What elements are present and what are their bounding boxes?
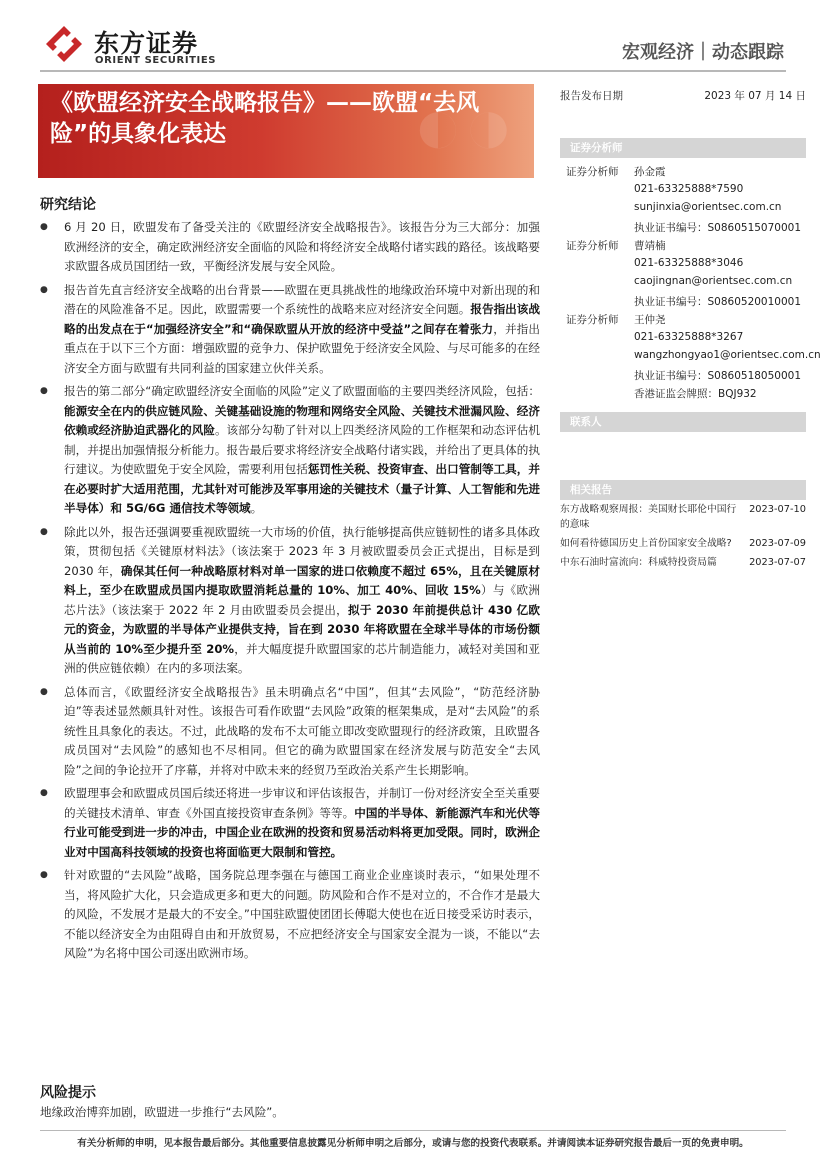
risk-text: 地缘政治博弈加剧，欧盟进一步推行“去风险”。 bbox=[40, 1105, 284, 1119]
bullet-emphasis: 中国的半导体、新能源汽车和光伏等行业可能受到进一步的冲击，中国企业在欧洲的投资和贸易活动料将更加受限。同时，欧洲企业对中国高科技领域的投资也将面临更大限制和管控。 bbox=[64, 805, 540, 859]
analyst-details bbox=[634, 238, 801, 312]
report-category: 宏观经济｜动态跟踪 bbox=[622, 42, 784, 63]
analyst-name: 王仲尧 bbox=[634, 314, 666, 326]
publish-date-value: 2023 年 07 月 14 日 bbox=[704, 90, 806, 102]
logo-english-name: ORIENT SECURITIES bbox=[95, 55, 217, 66]
bullet-text: 报告首先直言经济安全战略的出台背景——欧盟在更具挑战性的地缘政治环境中对新出现的和潜在的风险准备不足。因此，欧盟需要一个系统性的战略来应对经济安全问题。 bbox=[64, 282, 540, 316]
bullet-text: ，并指出重点在于以下三个方面：增强欧盟的竞争力、保护欧盟免于经济安全风险、与尽可能多的在经济安全方面与欧盟有共同利益的国家建立伙伴关系。 bbox=[64, 321, 540, 375]
bullet-text: 6 月 20 日，欧盟发布了备受关注的《欧盟经济安全战略报告》。该报告分为三大部分：加强欧洲经济的安全，确定欧洲经济安全面临的风险和将经济安全战略付诸实践的路径。该战略要求欧盟各成员国团结一致，平衡经济发展与安全风险。 bbox=[64, 220, 540, 273]
analyst-detail-line: 执业证书编号：S0860515070001 bbox=[634, 221, 802, 234]
bullet-emphasis: 惩罚性关税、投资审查、出口管制等工具，并在必要时扩大适用范围，尤其针对可能涉及军事用途的关键技术（量子计算、人工智能和先进半导体）和 5G/6G 通信技术等领域 bbox=[64, 462, 540, 515]
analyst-detail-line: 021-63325888*7590 bbox=[634, 182, 744, 195]
related-heading: 相关报告 bbox=[560, 480, 806, 500]
conclusion-bullet bbox=[40, 866, 540, 964]
conclusion-bullet bbox=[40, 784, 540, 862]
bullet-text: 欧盟理事会和欧盟成员国后续还将进一步审议和评估该报告，并制订一份对经济安全至关重要的关键技术清单、审查《外国直接投资审查条例》等等。 bbox=[64, 786, 540, 820]
analyst-role: 证券分析师 bbox=[566, 166, 619, 178]
related-report[interactable] bbox=[560, 555, 806, 570]
conclusion-bullets bbox=[40, 218, 540, 968]
bullet-text: 报告的第二部分“确定欧盟经济安全面临的风险”定义了欧盟面临的主要四类经济风险，包括： bbox=[64, 384, 540, 398]
related-report-date: 2023-07-10 bbox=[749, 504, 806, 515]
banner-decoration: ◐◑ bbox=[412, 84, 514, 173]
analyst-detail-line: 执业证书编号：S0860518050001 bbox=[634, 369, 802, 382]
footer-disclaimer: 有关分析师的申明，见本报告最后部分。其他重要信息披露见分析师申明之后部分，或请与您的投资代表联系。并请阅读本证券研究报告最后一页的免责申明。 bbox=[77, 1138, 749, 1149]
analyst-detail-line: 执业证书编号：S0860520010001 bbox=[634, 295, 802, 308]
bullet-text: 除此以外，报告还强调要重视欧盟统一大市场的价值，执行能够提高供应链韧性的诸多具体政策，贯彻包括《关键原材料法》（该法案于 2023 年 3 月被欧盟委员会正式提出，目标是到 2030 年， bbox=[64, 524, 540, 578]
analyst-detail-line: caojingnan@orientsec.com.cn bbox=[634, 275, 793, 288]
analyst-detail-line: wangzhongyao1@orientsec.com.cn bbox=[634, 349, 821, 362]
related-report-title[interactable]: 东方战略观察周报：美国财长耶伦中国行的意味 bbox=[560, 504, 737, 530]
bullet-text: 总体而言，《欧盟经济安全战略报告》虽未明确点名“中国”，但其“去风险”，“防范经济胁迫”等表述显然颇具针对性。该报告可看作欧盟“去风险”政策的框架集成，是对“去风险”的系统性且具象化的表达。不过，此战略的发布不太可能立即改变欧盟现行的经济政策，且欧盟各成员国对“去风险”的感知也不尽相同。但它的确为欧盟国家在经济发展与防范安全“去风险”之间的争论拉开了序幕，并将对中欧未来的经贸乃至政治关系产生长期影响。 bbox=[64, 684, 540, 777]
header-divider bbox=[40, 70, 786, 72]
analyst-detail-line: sunjinxia@orientsec.com.cn bbox=[634, 201, 782, 214]
related-report[interactable] bbox=[560, 536, 806, 551]
bullet-text: 。 bbox=[250, 501, 263, 515]
related-report-date: 2023-07-09 bbox=[749, 538, 806, 549]
related-report-title[interactable]: 如何看待德国历史上首份国家安全战略? bbox=[560, 538, 732, 549]
conclusion-bullet bbox=[40, 218, 540, 277]
conclusion-bullet bbox=[40, 683, 540, 781]
bullet-emphasis: 拟于 2030 年前提供总计 430 亿欧元的资金，为欧盟的半导体产业提供支持，旨在到 2030 年将欧盟在全球半导体的市场份额从当前的 10%至少提升至 20% bbox=[64, 602, 540, 656]
analyst-name: 孙金霞 bbox=[634, 166, 666, 178]
analysts-heading: 证券分析师 bbox=[560, 138, 806, 158]
logo-chinese-name: 东方证券 bbox=[94, 29, 199, 58]
report-title: 《欧盟经济安全战略报告》——欧盟“去风险”的具象化表达 bbox=[50, 90, 480, 147]
conclusion-bullet bbox=[40, 281, 540, 379]
bullet-emphasis: 确保其任何一种战略原材料对单一国家的进口依赖度不超过 65%，且在关键原材料上，至少在欧盟成员国内提取欧盟消耗总量的 10%、加工 40%、回收 15% bbox=[64, 563, 540, 597]
analyst-detail-line: 021-63325888*3046 bbox=[634, 256, 744, 269]
related-report[interactable] bbox=[560, 502, 806, 532]
orient-logo-icon bbox=[44, 24, 84, 64]
risk-heading: 风险提示 bbox=[40, 1085, 96, 1101]
related-report-date: 2023-07-07 bbox=[749, 557, 806, 568]
company-logo bbox=[44, 22, 244, 68]
contacts-heading: 联系人 bbox=[560, 412, 806, 432]
analyst-detail-line: 香港证监会牌照：BQJ932 bbox=[634, 388, 757, 401]
bullet-emphasis: 报告指出该战略的出发点在于“加强经济安全”和“确保欧盟从开放的经济中受益”之间存在着张力 bbox=[64, 302, 540, 336]
title-banner bbox=[38, 84, 534, 178]
bullet-text: 针对欧盟的“去风险”战略，国务院总理李强在与德国工商业企业座谈时表示，“如果处理不当，将风险扩大化，只会造成更多和更大的问题。防风险和合作不是对立的，不合作才是最大的风险，不发展才是最大的不安全。”中国驻欧盟使团团长傅聪大使也在近日接受采访时表示，不能以经济安全为由阻碍自由和开放贸易，不应把经济安全与国家安全混为一谈，不能以“去风险”为名将中国公司逐出欧洲市场。 bbox=[64, 868, 540, 960]
analyst-details bbox=[634, 164, 801, 238]
analyst-role: 证券分析师 bbox=[566, 240, 619, 252]
conclusion-bullet bbox=[40, 523, 540, 679]
related-report-title[interactable]: 中东石油时富流向：科威特投资局篇 bbox=[560, 557, 717, 568]
bullet-text: ）与《欧洲芯片法》（该法案于 2022 年 2 月由欧盟委员会提出， bbox=[64, 583, 540, 617]
analyst-details bbox=[634, 312, 821, 405]
analyst-detail-line: 021-63325888*3267 bbox=[634, 330, 744, 343]
conclusion-heading: 研究结论 bbox=[40, 197, 96, 213]
publish-date-label: 报告发布日期 bbox=[560, 90, 623, 102]
bullet-text: ，并大幅度提升欧盟国家的芯片制造能力，减轻对美国和亚洲的供应链依赖）在内的多项法案。 bbox=[64, 641, 540, 675]
analyst-role: 证券分析师 bbox=[566, 314, 619, 326]
conclusion-bullet bbox=[40, 382, 540, 519]
bullet-text: 。该部分勾勒了针对以上四类经济风险的工作框架和动态评估机制，并提出加强情报分析能力。报告最后要求将经济安全战略付诸实践，并给出了更具体的执行建议。为使欧盟免于安全风险，需要利用包括 bbox=[64, 423, 540, 476]
related-report-list bbox=[560, 502, 806, 574]
analyst-name: 曹靖楠 bbox=[634, 240, 666, 252]
bullet-emphasis: 能源安全在内的供应链风险、关键基础设施的物理和网络安全风险、关键技术泄漏风险、经济依赖或经济胁迫武器化的风险 bbox=[64, 403, 540, 437]
footer-divider bbox=[40, 1130, 786, 1131]
